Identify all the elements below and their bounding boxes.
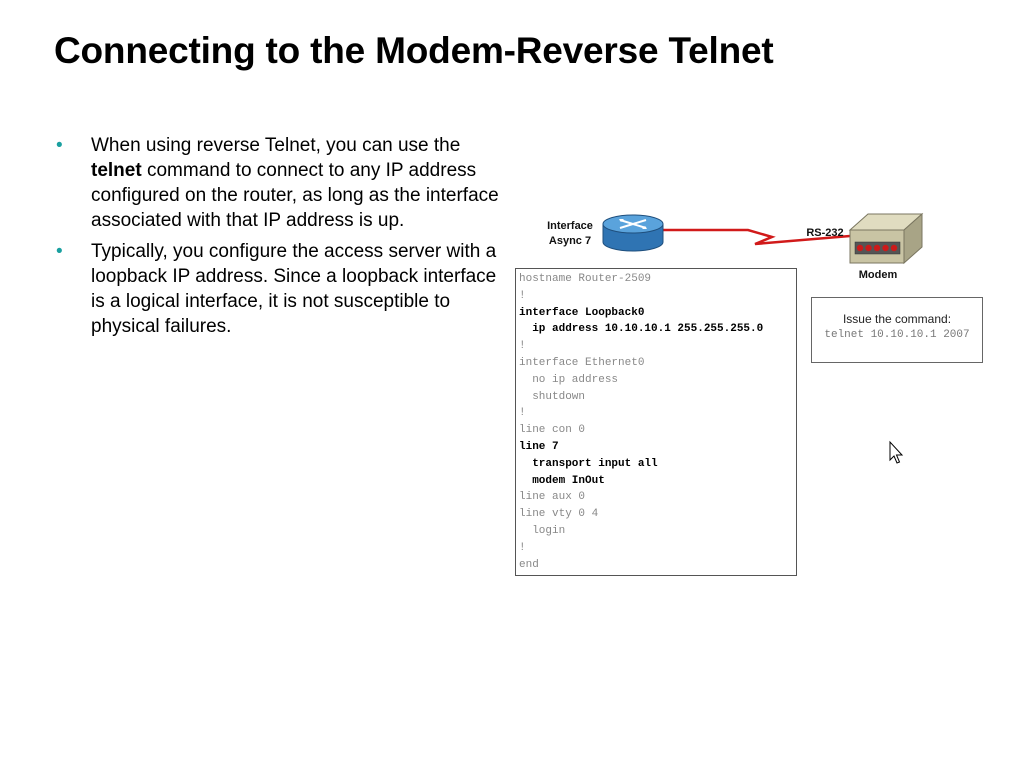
config-line: interface Loopback0 — [519, 306, 645, 319]
config-line: ! — [519, 541, 526, 554]
bullet-dot-icon: • — [56, 135, 63, 156]
issue-label: Issue the command: — [842, 312, 952, 326]
config-line: line aux 0 — [519, 491, 586, 504]
slide-title: Connecting to the Modem-Reverse Telnet — [54, 30, 774, 71]
mouse-cursor-icon — [890, 442, 902, 463]
bullet-text: Typically, you configure the access server with a loopback IP address. Since a loopback interface is a logical interface, it is not susceptible to physical failures. — [91, 241, 497, 337]
config-line: end — [519, 558, 539, 571]
bullet-text: When using reverse Telnet, you can use the telnet command to connect to any IP address configured on the router, as long as the interface associated with that IP address is up. — [91, 135, 499, 231]
config-line: ip address 10.10.10.1 255.255.255.0 — [519, 323, 764, 336]
rs232-label: RS-232 — [806, 227, 844, 239]
config-line: ! — [519, 340, 526, 353]
bullet-dot-icon: • — [56, 241, 63, 262]
interface-label-line1: Interface — [547, 220, 593, 232]
config-line: login — [519, 524, 566, 537]
router-config-listing — [515, 268, 797, 576]
config-line: transport input all — [519, 457, 658, 470]
interface-label-line2: Async 7 — [548, 235, 592, 247]
config-line: shutdown — [519, 390, 586, 403]
config-line: line 7 — [519, 440, 559, 453]
config-line: interface Ethernet0 — [519, 356, 645, 369]
config-line: ! — [519, 407, 526, 420]
config-line: modem InOut — [519, 474, 605, 487]
issue-command: telnet 10.10.10.1 2007 — [824, 329, 970, 341]
config-line: no ip address — [519, 373, 619, 386]
issue-command-box — [811, 297, 983, 363]
interface-label — [534, 219, 606, 249]
modem-label: Modem — [858, 269, 898, 281]
config-line: line con 0 — [519, 424, 586, 437]
config-line: ! — [519, 289, 526, 302]
modem-icon — [850, 214, 922, 263]
router-icon — [603, 215, 663, 251]
config-line: hostname Router-2509 — [519, 273, 652, 285]
config-line: line vty 0 4 — [519, 508, 599, 521]
